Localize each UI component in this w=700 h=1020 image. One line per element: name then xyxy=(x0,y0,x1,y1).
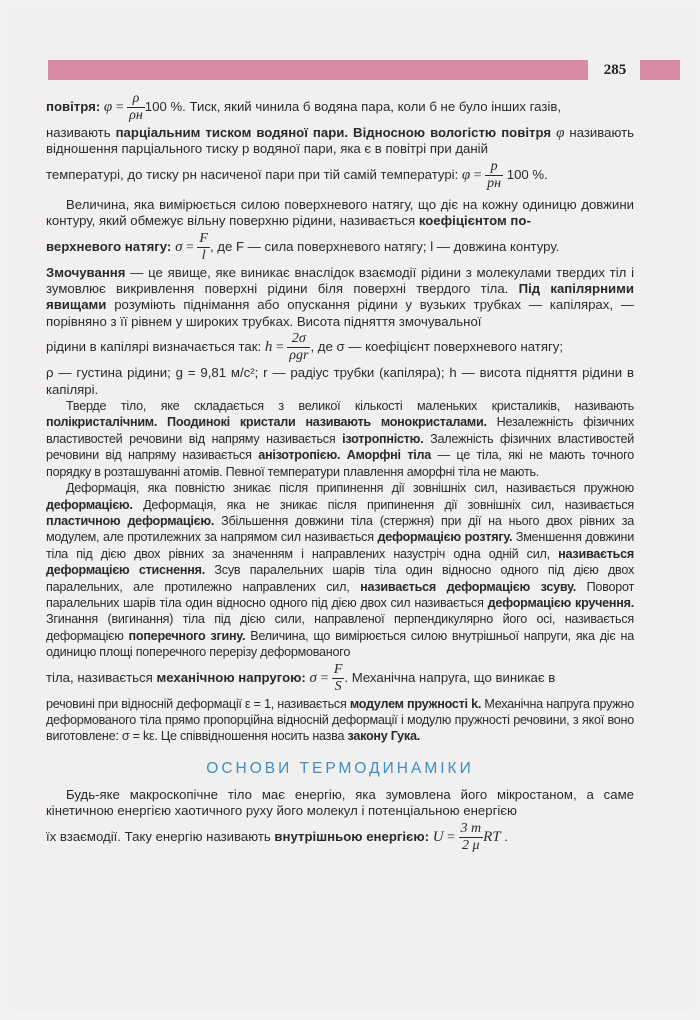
paragraph-hooke xyxy=(46,696,634,745)
formula-line-capillary xyxy=(46,330,634,365)
section-title: ОСНОВИ ТЕРМОДИНАМІКИ xyxy=(206,759,474,777)
fraction-denominator: 2 μ xyxy=(462,837,480,853)
term-shear: називається деформацією зсуву. xyxy=(360,579,576,594)
text-segment: Залежність фізичних властивостей речовини від напряму називається xyxy=(46,431,634,463)
sigma-symbol: σ xyxy=(171,238,183,255)
term-air: повітря: xyxy=(46,99,101,114)
phi-symbol: φ xyxy=(103,99,113,115)
term-partial-pressure: парціальним тиском водяної пари. Відносною вологістю повітря xyxy=(115,125,552,140)
fraction-f-l xyxy=(197,231,210,264)
term-internal-energy: внутрішньою енергією: xyxy=(274,828,429,844)
phi-symbol: φ xyxy=(551,125,565,141)
fraction-3m-2mu xyxy=(459,821,484,854)
formula-line-surface-tension xyxy=(46,230,634,265)
equals: = xyxy=(316,670,332,686)
text-segment: Поворот паралельних шарів тіла один відносно одного під дією двох сил називається xyxy=(46,579,634,610)
text-segment: розуміють піднімання або опускання рідини у вузьких трубках — капілярах, — порівняно з її рівнем у широких трубках. Висота підняття змочувальної xyxy=(46,297,634,329)
text-segment: Будь-яке макроскопічне тіло має енергію, яка зумовлена його мікростаном, а саме кінетичною енергією хаотичного руху його молекул і потенціальною енергією xyxy=(46,786,634,819)
fraction-denominator: ρн xyxy=(129,108,143,124)
text-segment: тіла, називається xyxy=(46,669,157,685)
text-segment: Величина, що вимірюється силою внутрішньої напруги, яка діє на одиницю площі поперечного перерізу деформованого xyxy=(46,628,634,660)
fraction-rho xyxy=(127,91,145,124)
paragraph-humidity xyxy=(46,125,634,158)
term-surface-tension: верхневого натягу: xyxy=(46,238,172,254)
text-segment: , де σ — коефіцієнт поверхневого натягу; xyxy=(310,339,564,355)
term-isotropy: ізотропністю. xyxy=(342,431,424,446)
equals: = xyxy=(112,100,128,115)
formula-line-humidity xyxy=(46,158,634,193)
fraction-numerator: p xyxy=(485,159,503,176)
text-segment: Зсув паралельних шарів тіла один відносно одного під дією двох паралельних, але протилежно направлених сил, xyxy=(46,563,635,594)
h-symbol: h xyxy=(264,339,273,356)
rt-symbol: RT xyxy=(483,828,501,845)
header-bar-tail xyxy=(640,60,680,80)
text-segment: їх взаємодії. Таку енергію називають xyxy=(46,828,275,844)
fraction-denominator: l xyxy=(201,247,206,263)
term-wetting: Змочування xyxy=(46,264,126,280)
header-bar xyxy=(48,60,588,80)
fraction-denominator: ρgr xyxy=(289,348,309,364)
term-polycrystal: полікристалічним. Поодинокі кристали називають монокристалами. xyxy=(46,415,487,430)
fraction-numerator: ρ xyxy=(127,91,145,108)
equals: = xyxy=(470,167,486,183)
paragraph-capillary-tail xyxy=(46,365,634,398)
u-symbol: U xyxy=(429,828,444,845)
text-segment: речовині при відносній деформації ε = 1, називається xyxy=(46,696,350,711)
fraction-numerator: F xyxy=(333,661,343,677)
term-elastic-modulus: модулем пружності k. xyxy=(349,696,482,711)
equals: = xyxy=(443,829,459,845)
fraction-numerator: 2σ xyxy=(287,331,310,348)
page-content xyxy=(46,90,634,855)
equals: = xyxy=(182,239,198,255)
fraction-capillary xyxy=(287,331,310,364)
paragraph-wetting xyxy=(46,265,634,331)
formula-line-relative-humidity xyxy=(46,90,634,125)
term-compression: називається деформацією стиснення. xyxy=(46,546,634,578)
sigma-symbol: σ xyxy=(305,669,317,686)
term-hooke-law: закону Гука. xyxy=(347,729,420,744)
term-surface-tension: коефіцієнтом по- xyxy=(418,213,531,229)
text-segment: . xyxy=(500,828,508,844)
text-segment: ρ — густина рідини; g = 9,81 м/с²; r — радіус трубки (капіляра); h — висота підняття рідини в капілярі. xyxy=(46,365,634,397)
term-tension: деформацією розтягу. xyxy=(377,530,513,545)
paragraph-surface-tension xyxy=(46,197,634,230)
text-segment: — це тіла, які не мають точного порядку в розташуванні атомів. Певної температури плавлення аморфні тіла не мають. xyxy=(46,448,634,479)
term-elastic-deformation: деформацією. xyxy=(46,497,133,512)
term-anisotropy: анізотропією. Аморфні тіла xyxy=(258,448,431,463)
text-segment: називають xyxy=(46,125,116,140)
term-plastic-deformation: пластичною деформацією. xyxy=(46,513,215,528)
fraction-pressure xyxy=(485,159,503,192)
text-segment: — це явище, яке виникає внаслідок взаємодії рідини з молекулами твердих тіл і зумовлює викривлення поверхні рідини біля поверхні твердого тіла. xyxy=(46,264,634,297)
fraction-numerator: 3 m xyxy=(460,820,482,836)
formula-line-stress xyxy=(46,661,634,696)
paragraph-internal-energy xyxy=(46,787,634,820)
term-capillary: Під капілярними явищами xyxy=(46,281,634,313)
fraction-numerator: F xyxy=(199,230,208,246)
term-torsion: деформацією кручення. xyxy=(487,595,634,610)
text-segment: Тверде тіло, яке складається з великої кількості маленьких кристаликів, називають xyxy=(66,399,634,414)
text-segment: рідини в капілярі визначається так: xyxy=(46,339,265,355)
text-segment: 100 %. Тиск, який чинила б водяна пара, коли б не було інших газів, xyxy=(144,99,561,114)
fraction-denominator: pн xyxy=(487,175,502,191)
paragraph-deformation xyxy=(46,480,634,660)
text-segment: Зменшення довжини тіла під дією двох рівних за значенням і направлених назустріч одна одній сил, xyxy=(46,530,634,561)
text-segment: . Механічна напруга, що виникає в xyxy=(344,669,556,685)
phi-symbol: φ xyxy=(461,166,471,183)
fraction-denominator: S xyxy=(334,678,342,694)
equals: = xyxy=(272,340,288,356)
term-mechanical-stress: механічною напругою: xyxy=(156,669,306,685)
fraction-f-s xyxy=(332,662,345,695)
formula-line-internal-energy xyxy=(46,820,634,855)
text-segment: Збільшення довжини тіла (стержня) при дії на нього двох рівних за модулем, але протилежних за напрямом сил називається xyxy=(46,513,634,545)
text-segment: Деформація, яка не зникає після припинення дії зовнішніх сил, називається xyxy=(132,497,634,512)
text-segment: Незалежність фізичних властивостей речовини від напряму називається xyxy=(46,415,634,446)
paragraph-crystals xyxy=(46,398,634,480)
text-segment: Механічна напруга пружно деформованого тіла прямо пропорційна відносній деформації і модулю пружності речовини, з якої воно виготовлене: σ = kε. Це співвідношення носить назва xyxy=(46,696,634,744)
text-segment: називають відношення парціального тиску p водяної пари, яка є в повітрі при даній xyxy=(46,125,635,157)
page-number: 285 xyxy=(603,62,627,78)
text-segment: 100 %. xyxy=(503,166,548,182)
term-bending: поперечного згину. xyxy=(128,628,246,643)
text-segment: , де F — сила поверхневого натягу; l — довжина контуру. xyxy=(209,238,560,254)
text-segment: Величина, яка вимірюється силою поверхневого натягу, що діє на кожну одиницю довжини контуру, який обмежує вільну поверхню рідини, називається xyxy=(46,196,634,229)
text-segment: температурі, до тиску pн насиченої пари при тій самій температурі: xyxy=(46,166,462,182)
text-segment: Деформація, яка повністю зникає після припинення дії зовнішніх сил, називається пружною xyxy=(66,481,634,496)
text-segment: Згинання (вигинання) тіла під дією сили, направленої перпендикулярно його осі, називається деформацією xyxy=(46,612,634,643)
